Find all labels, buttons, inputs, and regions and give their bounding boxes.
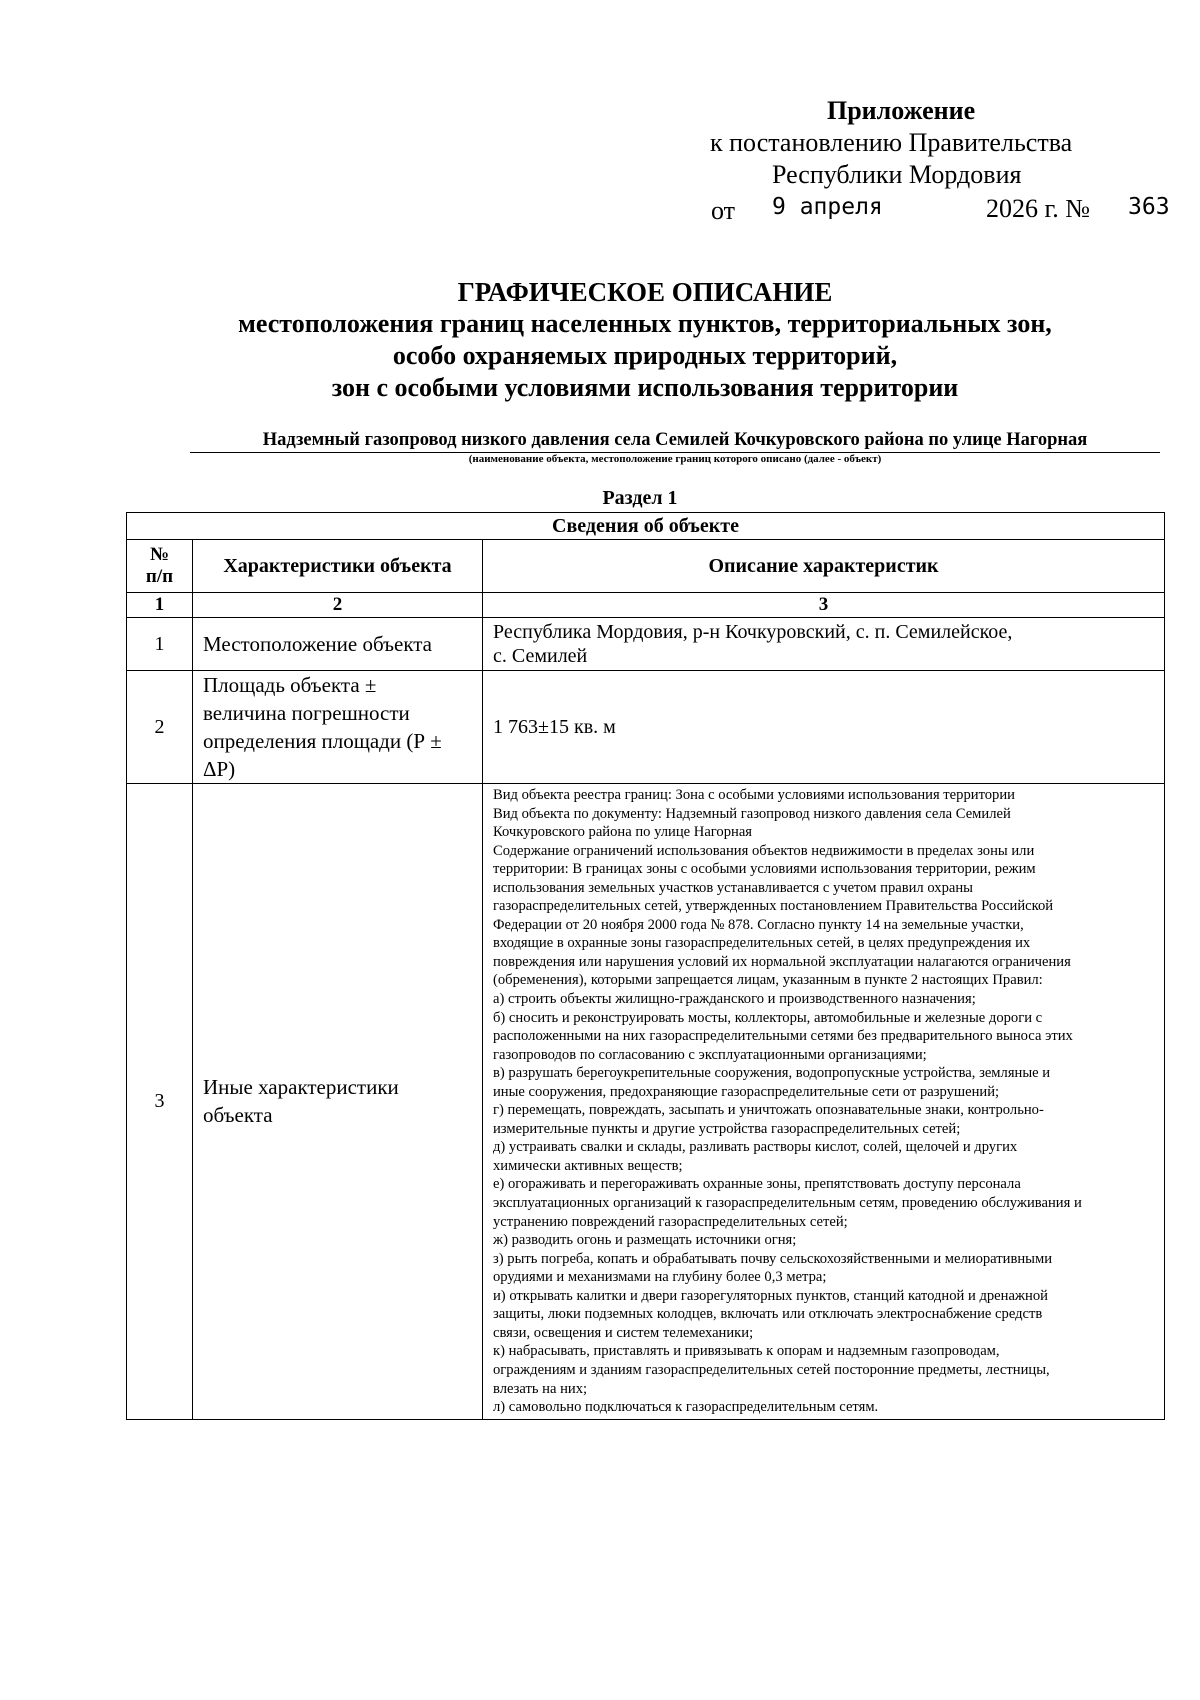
restriction-text-line: Содержание ограничений использования объектов недвижимости в пределах зоны или <box>493 842 1035 859</box>
restriction-text-line: в) разрушать берегоукрепительные сооружения, водопропускные устройства, земляные и <box>493 1065 1051 1082</box>
row-characteristic: Местоположение объекта <box>193 618 483 671</box>
row-description <box>483 618 1165 671</box>
restriction-text-line: защиты, люки подземных колодцев, включать или отключать электроснабжение средств <box>493 1306 1043 1323</box>
year-number-label: 2026 г. № <box>986 194 1091 223</box>
restriction-text-line: б) сносить и реконструировать мосты, коллекторы, автомобильные и железные дороги с <box>493 1009 1043 1026</box>
object-info-table <box>126 512 1165 1420</box>
restriction-text-line: связи, освещения и систем телемеханики; <box>493 1324 754 1341</box>
restriction-text-line: газопроводов по согласованию с эксплуатационными организациями; <box>493 1046 927 1063</box>
section-title: Раздел 1 <box>602 487 678 509</box>
appendix-title: Приложение <box>827 96 976 125</box>
document-title: ГРАФИЧЕСКОЕ ОПИСАНИЕ <box>457 277 833 307</box>
restriction-text-line: а) строить объекты жилищно-гражданского и производственного назначения; <box>493 991 976 1008</box>
restriction-text-line: повреждения или нарушения условий их нормальной эксплуатации налагаются ограничения <box>493 953 1071 970</box>
characteristic-line: ΔР) <box>203 757 236 781</box>
row-characteristic <box>193 671 483 784</box>
restriction-text-line: эксплуатационных организаций к газораспределительным сетям, проведению обслуживания и <box>493 1195 1082 1212</box>
restriction-text-line: Вид объекта по документу: Надземный газопровод низкого давления села Семилей <box>493 805 1011 822</box>
restriction-text-line: территории: В границах зоны с особыми условиями использования территории, режим <box>493 861 1036 878</box>
header-num-line-1: № <box>149 544 170 565</box>
restriction-text-line: Федерации от 20 ноября 2000 года № 878. Согласно пункту 14 на земельные участки, <box>493 916 1024 933</box>
restriction-text-line: входящие в охранные зоны газораспределительных сетей, в целях предупреждения их <box>493 935 1031 952</box>
restriction-text-line: г) перемещать, повреждать, засыпать и уничтожать опознавательные знаки, контрольно- <box>493 1102 1044 1119</box>
appendix-resolution-line: к постановлению Правительства <box>710 128 1073 157</box>
restriction-text-line: е) огораживать и перегораживать охранные зоны, препятствовать доступу персонала <box>493 1176 1021 1193</box>
table-title: Сведения об объекте <box>127 513 1165 540</box>
restriction-text-line: иные сооружения, предохраняющие газораспределительные сети от разрушений; <box>493 1083 1000 1100</box>
document-subtitle-line-2: особо охраняемых природных территорий, <box>392 341 898 370</box>
restriction-text-line: ж) разводить огонь и размещать источники огня; <box>493 1232 797 1249</box>
document-title-block <box>0 276 1200 404</box>
restriction-text-line: Кочкуровского района по улице Нагорная <box>493 824 753 841</box>
characteristic-line: объекта <box>203 1103 273 1128</box>
restriction-text-line: расположенными на них газораспределительными сетями без предварительного выноса этих <box>493 1028 1073 1045</box>
row-description-other <box>483 784 1165 1420</box>
restriction-text-line: использования земельных участков устанавливается с учетом правил охраны <box>493 879 973 896</box>
restriction-text-line: з) рыть погреба, копать и обрабатывать почву сельскохозяйственными и мелиоративными <box>493 1250 1053 1267</box>
date-day-month: 9 апреля <box>772 194 883 220</box>
table-row <box>127 671 1165 784</box>
characteristic-line: определения площади (Р ± <box>203 729 442 753</box>
restriction-text-line: к) набрасывать, приставлять и привязывать к опорам и надземным газопроводам, <box>493 1343 1000 1360</box>
appendix-header <box>700 95 1170 225</box>
characteristic-line: Площадь объекта ± <box>203 673 377 697</box>
appendix-republic-line: Республики Мордовия <box>772 160 1022 189</box>
resolution-number: 363 <box>1128 194 1170 220</box>
table-row <box>127 784 1165 1420</box>
column-index-3: 3 <box>483 593 1165 618</box>
restriction-text-line: устранению повреждений газораспределительных сетей; <box>493 1213 848 1230</box>
restriction-text-line: измерительные пункты и другие устройства газораспределительных сетей; <box>493 1120 961 1137</box>
row-description: 1 763±15 кв. м <box>483 671 1165 784</box>
column-index-row <box>127 593 1165 618</box>
characteristic-line: Иные характеристики <box>203 1075 399 1100</box>
restriction-text-line: химически активных веществ; <box>493 1157 683 1174</box>
row-number: 2 <box>127 671 193 784</box>
restriction-text-line: влезать на них; <box>493 1380 588 1397</box>
from-label: от <box>711 196 736 225</box>
header-num <box>127 540 193 593</box>
header-characteristic: Характеристики объекта <box>193 540 483 593</box>
restriction-text-line: и) открывать калитки и двери газорегуляторных пунктов, станций катодной и дренажной <box>493 1287 1048 1304</box>
table-row <box>127 618 1165 671</box>
header-description: Описание характеристик <box>483 540 1165 593</box>
object-name-caption: (наименование объекта, местоположение границ которого описано (далее - объект) <box>468 453 882 465</box>
restriction-text-line: газораспределительных сетей, утвержденных постановлением Правительства Российской <box>493 898 1054 915</box>
column-index-2: 2 <box>193 593 483 618</box>
document-subtitle-line-1: местоположения границ населенных пунктов, территориальных зон, <box>238 309 1052 338</box>
appendix-date-line <box>700 191 1170 225</box>
row-number: 3 <box>127 784 193 1420</box>
row-number: 1 <box>127 618 193 671</box>
restriction-text-line: (обременения), которыми запрещается лицам, указанным в пункте 2 настоящих Правил: <box>493 972 1043 989</box>
row-characteristic <box>193 784 483 1420</box>
restriction-text-line: л) самовольно подключаться к газораспределительным сетям. <box>493 1399 879 1416</box>
restriction-text-line: д) устраивать свалки и склады, разливать растворы кислот, солей, щелочей и других <box>493 1139 1018 1156</box>
object-name: Надземный газопровод низкого давления села Семилей Кочкуровского района по улице Нагорная <box>190 428 1160 453</box>
restriction-text-line: орудиями и механизмами на глубину более 0,3 метра; <box>493 1269 827 1286</box>
description-line: с. Семилей <box>493 645 588 667</box>
column-index-1: 1 <box>127 593 193 618</box>
restriction-text-line: ограждениям и зданиям газораспределительных сетей посторонние предметы, лестницы, <box>493 1361 1050 1378</box>
header-num-line-2: п/п <box>145 566 174 587</box>
document-subtitle-line-3: зон с особыми условиями использования территории <box>331 373 959 402</box>
description-line: Республика Мордовия, р-н Кочкуровский, с. п. Семилейское, <box>493 621 1013 643</box>
characteristic-line: величина погрешности <box>203 701 410 725</box>
restriction-text-line: Вид объекта реестра границ: Зона с особыми условиями использования территории <box>493 787 1015 803</box>
